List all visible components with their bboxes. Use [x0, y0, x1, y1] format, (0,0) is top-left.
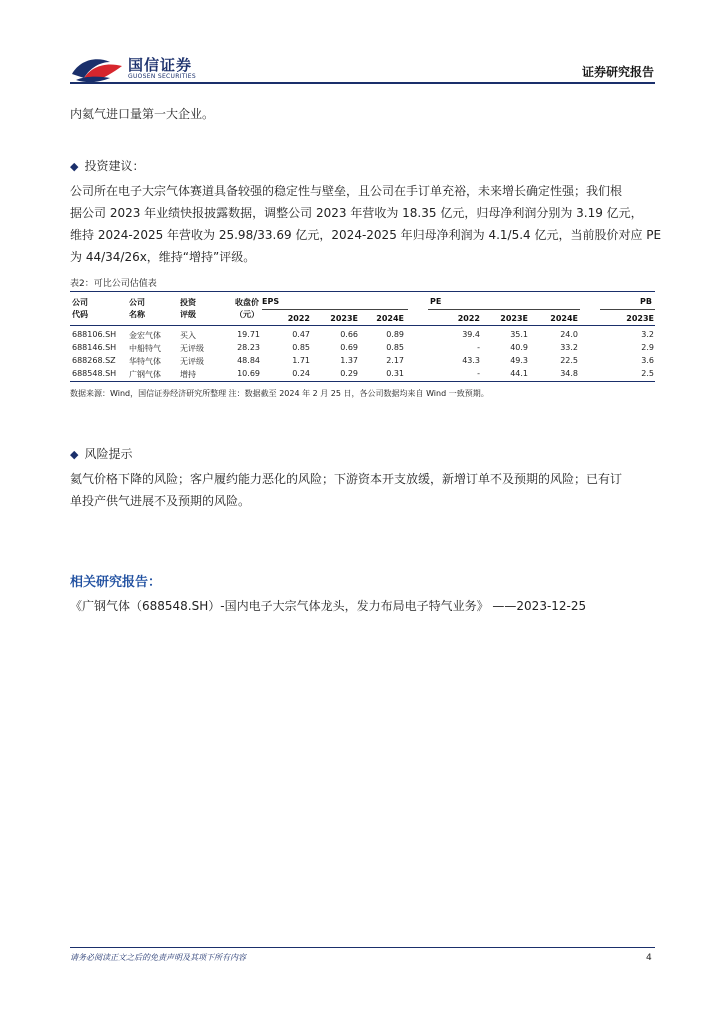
risk-heading-text: 风险提示 — [84, 447, 133, 461]
table-cell-pe: 35.1 — [510, 330, 528, 339]
diamond-bullet-icon: ◆ — [70, 160, 79, 173]
risk-paragraph — [70, 468, 622, 512]
table-cell-price: 28.23 — [237, 343, 260, 352]
table-cell-pe: 49.3 — [510, 356, 528, 365]
pe-subheader-rule — [428, 309, 580, 310]
table-cell-pe: - — [477, 369, 480, 378]
pe-year-2022: 2022 — [457, 314, 480, 323]
pb-year-2023e: 2023E — [626, 314, 654, 323]
pe-year-2023e: 2023E — [500, 314, 528, 323]
eps-year-2024e: 2024E — [376, 314, 404, 323]
related-report-item[interactable]: 《广钢气体（688548.SH）-国内电子大宗气体龙头，发力布局电子特气业务》 ——2023-12-25 — [70, 599, 587, 613]
header-pb: PB — [640, 297, 652, 306]
table-cell-pe: - — [477, 343, 480, 352]
eps-year-2023e: 2023E — [330, 314, 358, 323]
table-cell-pe: 24.0 — [560, 330, 578, 339]
table-cell-eps: 2.17 — [386, 356, 404, 365]
table-cell-name: 华特气体 — [129, 357, 161, 366]
risk-line: 氦气价格下降的风险；客户履约能力恶化的风险；下游资本开支放缓，新增订单不及预期的风险；已有订 — [70, 472, 623, 486]
table-cell-pe: 40.9 — [510, 343, 528, 352]
table-cell-pe: 22.5 — [560, 356, 578, 365]
table-cell-rating: 无评级 — [180, 344, 204, 353]
pe-year-2024e: 2024E — [550, 314, 578, 323]
table-cell-pe: 43.3 — [462, 356, 480, 365]
investment-heading-text: 投资建议： — [84, 159, 145, 173]
table-cell-eps: 0.66 — [340, 330, 358, 339]
table-cell-name: 金宏气体 — [129, 331, 161, 340]
table-cell-pb: 3.2 — [641, 330, 654, 339]
table-caption: 表2：可比公司估值表 — [70, 279, 157, 289]
table-cell-eps: 0.85 — [386, 343, 404, 352]
footer-disclaimer: 请务必阅读正文之后的免责声明及其项下所有内容 — [70, 953, 246, 962]
table-cell-code: 688268.SZ — [72, 356, 116, 365]
header-rating-line1: 投资 — [180, 298, 196, 307]
pb-subheader-rule — [600, 309, 655, 310]
table-cell-rating: 买入 — [180, 331, 196, 340]
investment-line: 为 44/34/26x，维持“增持”评级。 — [70, 250, 256, 264]
table-cell-eps: 0.47 — [292, 330, 310, 339]
table-top-rule — [70, 291, 655, 292]
table-cell-code: 688146.SH — [72, 343, 117, 352]
investment-line: 公司所在电子大宗气体赛道具备较强的稳定性与壁垒，且公司在手订单充裕，未来增长确定性强；我们根 — [70, 184, 623, 198]
table-cell-eps: 1.71 — [292, 356, 310, 365]
table-cell-pe: 33.2 — [560, 343, 578, 352]
header-price — [235, 297, 259, 321]
intro-line: 内氦气进口量第一大企业。 — [70, 107, 215, 121]
header-code-line2: 代码 — [72, 310, 88, 319]
header-price-line2: （元） — [235, 310, 259, 319]
table-cell-eps: 0.89 — [386, 330, 404, 339]
table-cell-pe: 44.1 — [510, 369, 528, 378]
guosen-logo — [70, 52, 210, 86]
header-code-line1: 公司 — [72, 298, 88, 307]
table-cell-rating: 无评级 — [180, 357, 204, 366]
table-cell-pe: 34.8 — [560, 369, 578, 378]
eps-subheader-rule — [262, 309, 408, 310]
related-reports-title: 相关研究报告： — [70, 575, 162, 590]
risk-heading — [70, 445, 132, 462]
table-cell-price: 19.71 — [237, 330, 260, 339]
risk-line: 单投产供气进展不及预期的风险。 — [70, 494, 251, 508]
table-cell-eps: 0.24 — [292, 369, 310, 378]
table-cell-pb: 2.9 — [641, 343, 654, 352]
investment-paragraph — [70, 180, 661, 268]
header-divider — [70, 82, 655, 84]
header-name-line2: 名称 — [129, 310, 145, 319]
logo-chinese-name: 国信证券 — [128, 56, 193, 74]
page-number: 4 — [646, 953, 652, 963]
header-rating — [180, 297, 196, 321]
table-cell-eps: 1.37 — [340, 356, 358, 365]
header-eps: EPS — [262, 297, 280, 306]
table-cell-price: 10.69 — [237, 369, 260, 378]
table-cell-name: 广钢气体 — [129, 370, 161, 379]
investment-line: 维持 2024-2025 年营收为 25.98/33.69 亿元，2024-2025 年归母净利润为 4.1/5.4 亿元，当前股价对应 PE — [70, 228, 662, 242]
table-cell-eps: 0.29 — [340, 369, 358, 378]
header-rating-line2: 评级 — [180, 310, 196, 319]
logo-english-name: GUOSEN SECURITIES — [128, 73, 197, 80]
header-code — [72, 297, 88, 321]
table-bottom-rule — [70, 381, 655, 382]
guosen-logo-icon — [70, 52, 126, 86]
header-name-line1: 公司 — [129, 298, 145, 307]
header-price-line1: 收盘价 — [235, 298, 259, 307]
investment-heading — [70, 157, 144, 174]
table-cell-price: 48.84 — [237, 356, 260, 365]
table-cell-eps: 0.31 — [386, 369, 404, 378]
table-cell-eps: 0.85 — [292, 343, 310, 352]
header-name — [129, 297, 145, 321]
table-cell-pb: 2.5 — [641, 369, 654, 378]
diamond-bullet-icon: ◆ — [70, 448, 79, 461]
table-cell-rating: 增持 — [180, 370, 196, 379]
table-source-note: 数据来源：Wind，国信证券经济研究所整理 注：数据截至 2024 年 2 月 25 日，各公司数据均来自 Wind 一致预期。 — [70, 389, 489, 398]
table-cell-name: 中船特气 — [129, 344, 161, 353]
eps-year-2022: 2022 — [287, 314, 310, 323]
table-cell-code: 688106.SH — [72, 330, 117, 339]
table-header-rule — [70, 325, 655, 326]
investment-line: 据公司 2023 年业绩快报披露数据，调整公司 2023 年营收为 18.35 亿元，归母净利润分别为 3.19 亿元， — [70, 206, 643, 220]
report-type-label: 证券研究报告 — [581, 65, 654, 79]
footer-divider — [70, 947, 655, 948]
table-cell-eps: 0.69 — [340, 343, 358, 352]
table-cell-pe: 39.4 — [462, 330, 480, 339]
table-cell-code: 688548.SH — [72, 369, 117, 378]
table-cell-pb: 3.6 — [641, 356, 654, 365]
header-pe: PE — [430, 297, 442, 306]
